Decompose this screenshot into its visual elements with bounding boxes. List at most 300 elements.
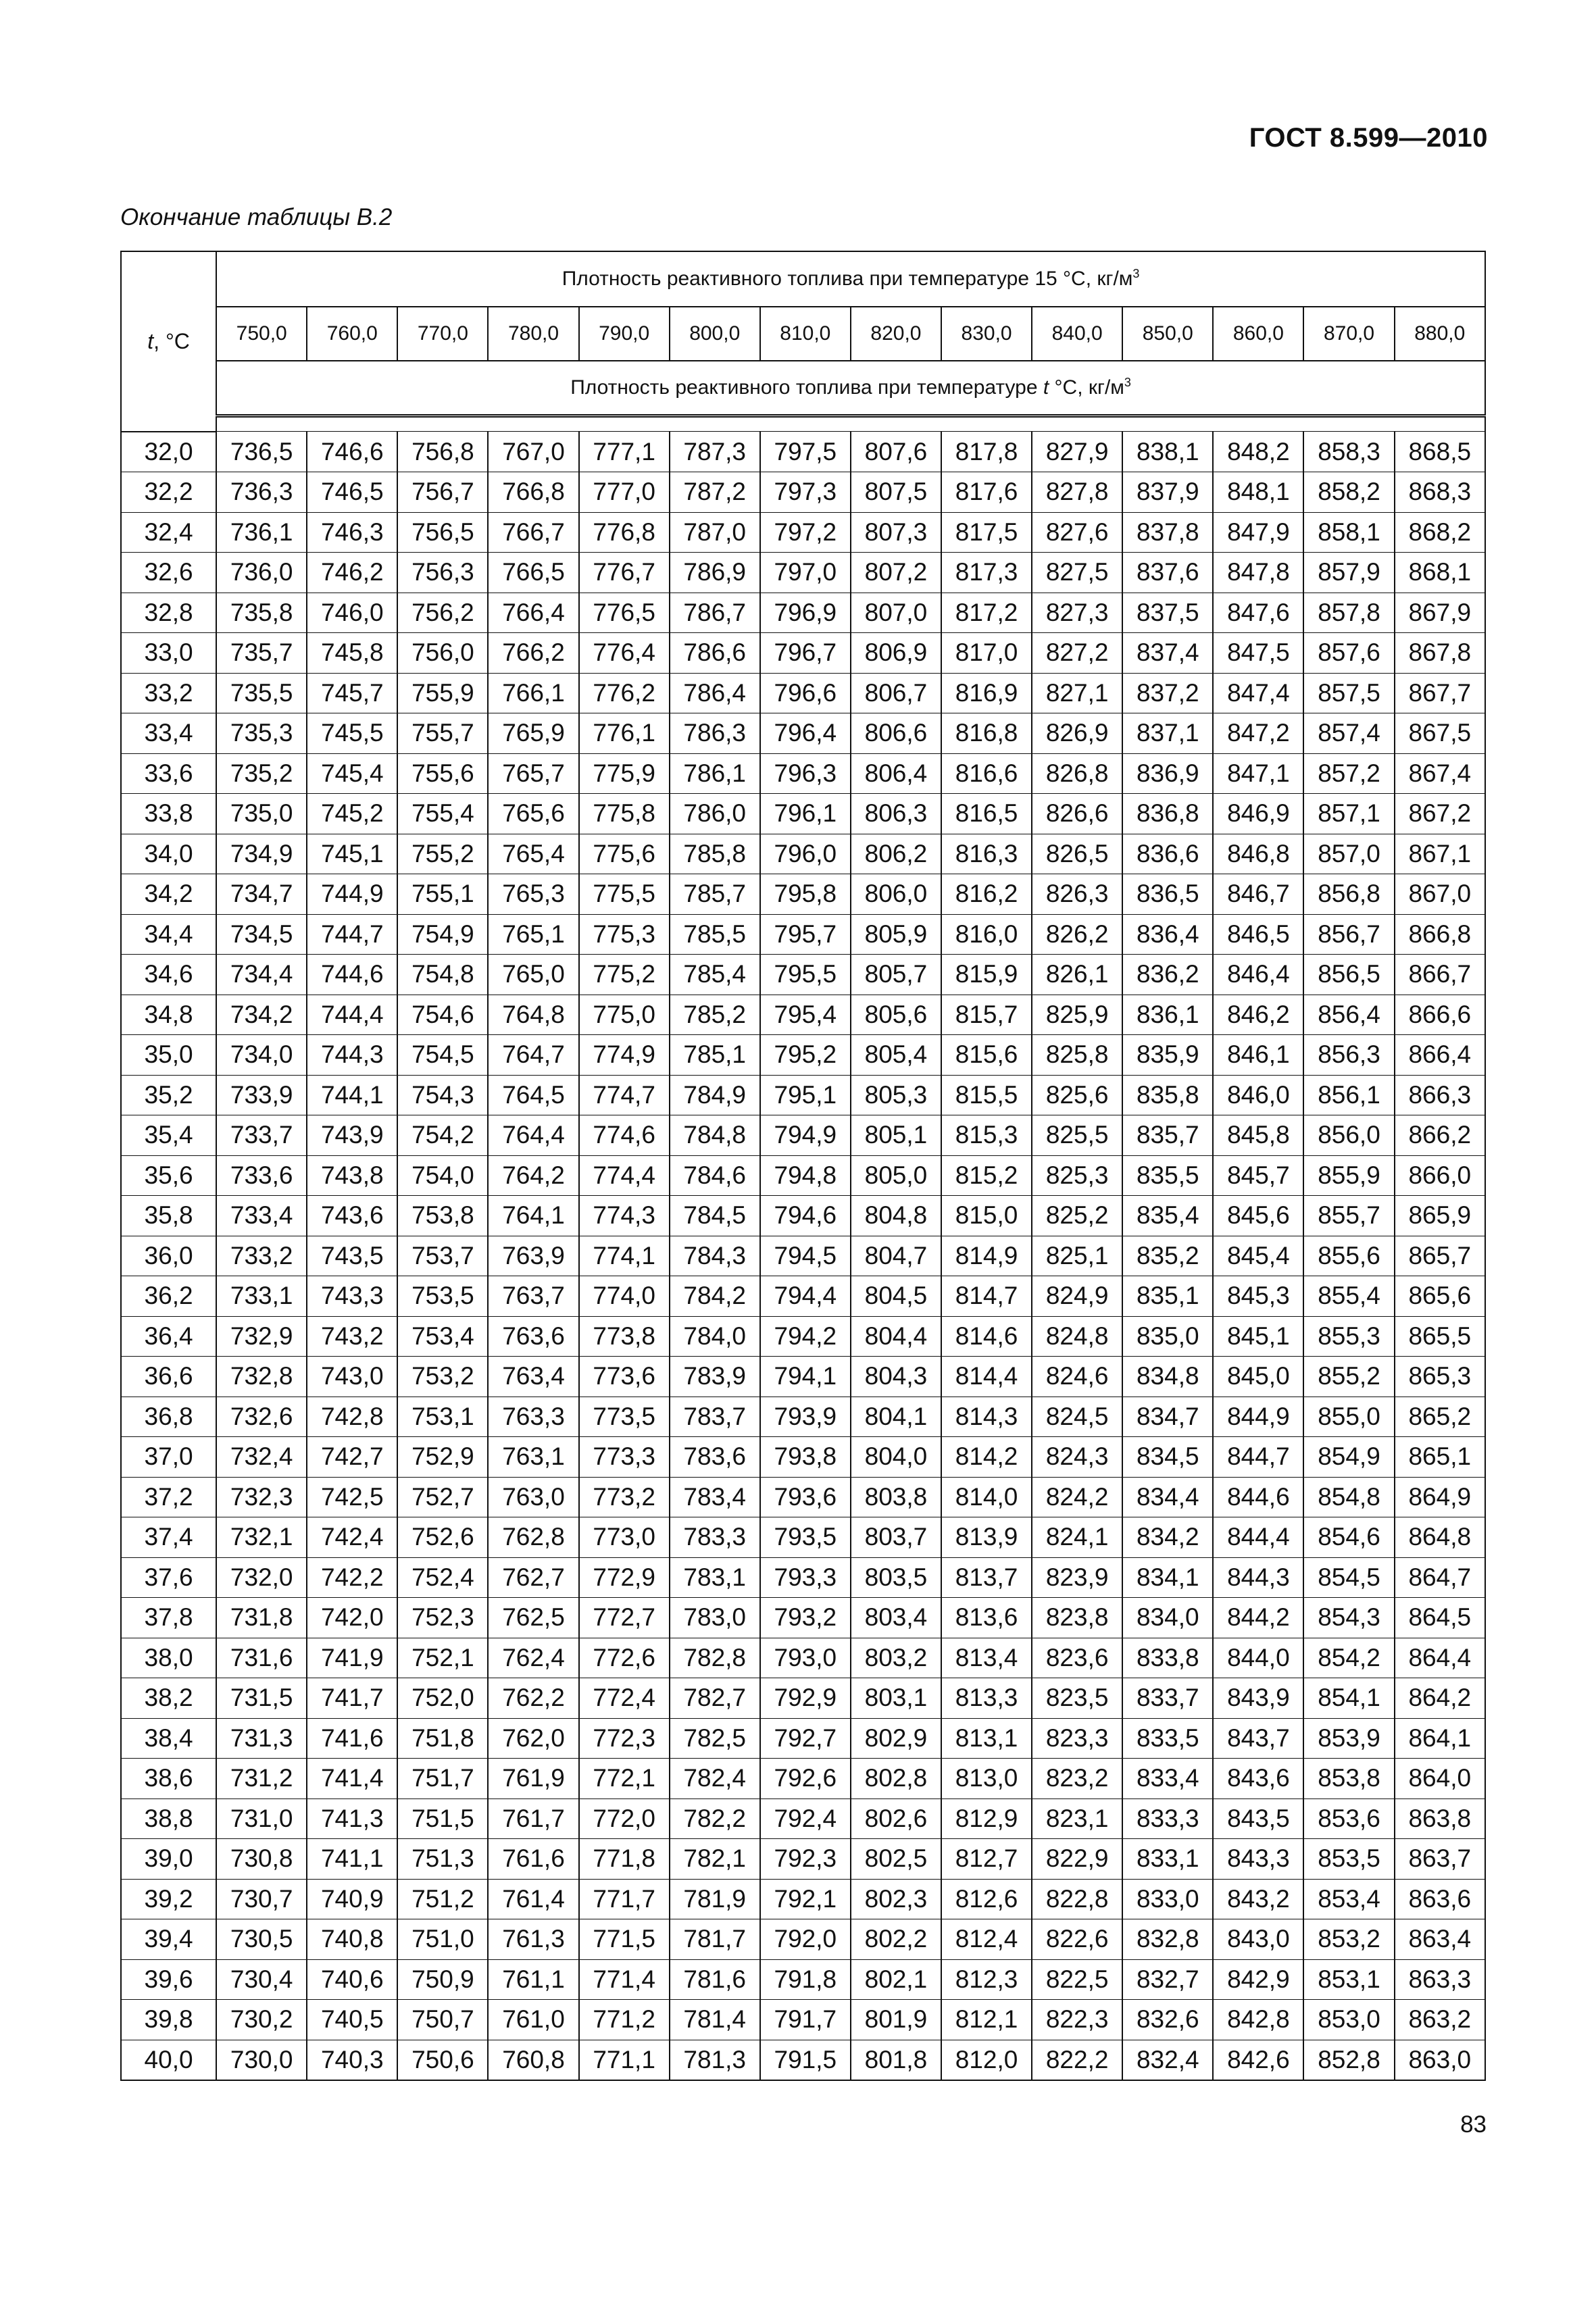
density-cell: 752,1 [397,1638,488,1678]
density-cell: 854,2 [1303,1638,1394,1678]
density-cell: 824,1 [1032,1517,1122,1558]
table-row [121,1155,1485,1196]
density-cell: 793,0 [760,1638,851,1678]
density-cell: 775,9 [579,753,670,794]
density-cell: 866,2 [1395,1115,1485,1156]
density-cell: 822,5 [1032,1959,1122,2000]
table-row [121,1196,1485,1236]
density-cell: 732,9 [216,1316,307,1357]
table-row [121,2040,1485,2080]
density-cell: 832,7 [1122,1959,1213,2000]
density-cell: 846,8 [1213,834,1303,874]
density-cell: 843,9 [1213,1678,1303,1719]
density-cell: 776,5 [579,593,670,633]
density-cell: 813,3 [941,1678,1032,1719]
density-cell: 843,0 [1213,1919,1303,1960]
density-cell: 733,1 [216,1276,307,1317]
density-cell: 791,8 [760,1959,851,2000]
density-cell: 805,9 [851,914,941,955]
density-cell: 792,7 [760,1718,851,1759]
density-cell: 771,2 [579,2000,670,2040]
density-cell: 734,0 [216,1035,307,1076]
density-cell: 786,7 [670,593,760,633]
density-cell: 731,0 [216,1799,307,1839]
density-cell: 845,1 [1213,1316,1303,1357]
density-cell: 847,4 [1213,673,1303,713]
table-row [121,553,1485,593]
density-cell: 865,6 [1395,1276,1485,1317]
density-cell: 746,3 [307,512,397,553]
density-cell: 825,8 [1032,1035,1122,1076]
density-cell: 857,1 [1303,794,1394,834]
density-cell: 864,7 [1395,1557,1485,1598]
standard-id: ГОСТ 8.599—2010 [1249,123,1488,153]
density-cell: 775,3 [579,914,670,955]
density-cell: 854,1 [1303,1678,1394,1719]
density-cell: 868,5 [1395,432,1485,472]
density-cell: 846,9 [1213,794,1303,834]
density-cell: 781,7 [670,1919,760,1960]
temperature-cell: 32,2 [121,472,216,513]
density-cell: 756,7 [397,472,488,513]
density-cell: 762,4 [488,1638,578,1678]
density-cell: 844,0 [1213,1638,1303,1678]
density-cell: 815,5 [941,1075,1032,1115]
density-cell: 765,7 [488,753,578,794]
density-cell: 844,2 [1213,1598,1303,1638]
density-cell: 786,3 [670,713,760,754]
table-row [121,1718,1485,1759]
density-cell: 796,4 [760,713,851,754]
density-cell: 823,5 [1032,1678,1122,1719]
density-cell: 741,6 [307,1718,397,1759]
density-cell: 856,3 [1303,1035,1394,1076]
density-cell: 806,7 [851,673,941,713]
density-header-cell: 860,0 [1213,307,1303,361]
density-cell: 794,9 [760,1115,851,1156]
density-cell: 803,5 [851,1557,941,1598]
density-cell: 867,2 [1395,794,1485,834]
density-cell: 802,9 [851,1718,941,1759]
density-cell: 730,5 [216,1919,307,1960]
page-number: 83 [1460,2111,1487,2138]
density-cell: 777,0 [579,472,670,513]
density-cell: 745,7 [307,673,397,713]
density-cell: 786,9 [670,553,760,593]
density-cell: 864,9 [1395,1477,1485,1517]
density-cell: 824,8 [1032,1316,1122,1357]
density-cell: 805,3 [851,1075,941,1115]
temperature-cell: 33,0 [121,633,216,674]
density-cell: 824,9 [1032,1276,1122,1317]
density-header-cell: 880,0 [1395,307,1485,361]
density-cell: 822,8 [1032,1879,1122,1919]
density-cell: 807,5 [851,472,941,513]
density-cell: 761,7 [488,1799,578,1839]
density-cell: 846,5 [1213,914,1303,955]
density-cell: 803,8 [851,1477,941,1517]
density-cell: 848,1 [1213,472,1303,513]
density-cell: 857,0 [1303,834,1394,874]
density-cell: 857,5 [1303,673,1394,713]
temperature-cell: 36,4 [121,1316,216,1357]
density-cell: 794,8 [760,1155,851,1196]
density-cell: 766,5 [488,553,578,593]
density-cell: 804,4 [851,1316,941,1357]
density-cell: 752,6 [397,1517,488,1558]
density-cell: 760,8 [488,2040,578,2080]
density-cell: 865,5 [1395,1316,1485,1357]
density-cell: 776,7 [579,553,670,593]
density-cell: 743,6 [307,1196,397,1236]
density-cell: 766,4 [488,593,578,633]
density-cell: 793,8 [760,1437,851,1478]
density-cell: 774,4 [579,1155,670,1196]
density-cell: 734,4 [216,955,307,995]
density-cell: 826,9 [1032,713,1122,754]
density-cell: 782,7 [670,1678,760,1719]
density-cell: 865,7 [1395,1236,1485,1276]
density-cell: 781,6 [670,1959,760,2000]
density-cell: 837,9 [1122,472,1213,513]
density-cell: 814,3 [941,1397,1032,1437]
density-cell: 756,8 [397,432,488,472]
density-cell: 848,2 [1213,432,1303,472]
density-cell: 804,5 [851,1276,941,1317]
density-cell: 781,3 [670,2040,760,2080]
table-row [121,713,1485,754]
temperature-cell: 37,6 [121,1557,216,1598]
temperature-cell: 32,4 [121,512,216,553]
temperature-cell: 33,8 [121,794,216,834]
temperature-cell: 34,0 [121,834,216,874]
density-cell: 781,9 [670,1879,760,1919]
density-cell: 837,8 [1122,512,1213,553]
density-cell: 731,6 [216,1638,307,1678]
density-cell: 812,6 [941,1879,1032,1919]
density-cell: 784,6 [670,1155,760,1196]
density-cell: 763,7 [488,1276,578,1317]
density-cell: 856,5 [1303,955,1394,995]
density-cell: 746,2 [307,553,397,593]
density-cell: 853,6 [1303,1799,1394,1839]
density-cell: 864,8 [1395,1517,1485,1558]
density-cell: 833,0 [1122,1879,1213,1919]
density-cell: 742,8 [307,1397,397,1437]
density-cell: 805,1 [851,1115,941,1156]
density-cell: 797,2 [760,512,851,553]
density-cell: 796,7 [760,633,851,674]
density-cell: 740,3 [307,2040,397,2080]
density-cell: 783,0 [670,1598,760,1638]
density-cell: 761,6 [488,1839,578,1880]
density-cell: 754,9 [397,914,488,955]
temperature-cell: 36,6 [121,1357,216,1397]
density-cell: 746,5 [307,472,397,513]
density-cell: 813,6 [941,1598,1032,1638]
density-cell: 774,1 [579,1236,670,1276]
density-cell: 806,6 [851,713,941,754]
density-cell: 822,3 [1032,2000,1122,2040]
density-cell: 837,6 [1122,553,1213,593]
density-cell: 801,8 [851,2040,941,2080]
density-cell: 771,5 [579,1919,670,1960]
density-cell: 793,9 [760,1397,851,1437]
density-cell: 783,3 [670,1517,760,1558]
density-cell: 735,7 [216,633,307,674]
table-row [121,432,1485,472]
density-cell: 806,4 [851,753,941,794]
density-cell: 813,0 [941,1759,1032,1799]
temperature-cell: 33,6 [121,753,216,794]
density-cell: 837,1 [1122,713,1213,754]
density-cell: 817,5 [941,512,1032,553]
table-row [121,1115,1485,1156]
density-cell: 816,0 [941,914,1032,955]
density-cell: 732,0 [216,1557,307,1598]
density-cell: 807,0 [851,593,941,633]
density-cell: 827,2 [1032,633,1122,674]
density-cell: 866,6 [1395,995,1485,1035]
density-cell: 845,7 [1213,1155,1303,1196]
density-cell: 764,7 [488,1035,578,1076]
density-header-cell: 770,0 [397,307,488,361]
density-cell: 774,9 [579,1035,670,1076]
density-cell: 784,8 [670,1115,760,1156]
density-cell: 772,6 [579,1638,670,1678]
density-cell: 751,8 [397,1718,488,1759]
density-cell: 825,3 [1032,1155,1122,1196]
density-cell: 784,0 [670,1316,760,1357]
density-cell: 793,6 [760,1477,851,1517]
density-cell: 786,4 [670,673,760,713]
density-cell: 784,2 [670,1276,760,1317]
density-cell: 867,0 [1395,874,1485,915]
density-cell: 796,6 [760,673,851,713]
density-cell: 802,2 [851,1919,941,1960]
density-header-cell: 750,0 [216,307,307,361]
density-cell: 794,1 [760,1357,851,1397]
density-cell: 773,0 [579,1517,670,1558]
density-cell: 765,1 [488,914,578,955]
density-cell: 785,1 [670,1035,760,1076]
density-cell: 813,4 [941,1638,1032,1678]
density-cell: 776,2 [579,673,670,713]
density-cell: 746,0 [307,593,397,633]
density-cell: 762,2 [488,1678,578,1719]
density-cell: 817,0 [941,633,1032,674]
density-cell: 844,7 [1213,1437,1303,1478]
density-cell: 863,3 [1395,1959,1485,2000]
density-cell: 783,1 [670,1557,760,1598]
density-cell: 776,4 [579,633,670,674]
density-cell: 744,6 [307,955,397,995]
density-cell: 784,3 [670,1236,760,1276]
density-cell: 833,8 [1122,1638,1213,1678]
temperature-cell: 35,6 [121,1155,216,1196]
density-cell: 731,3 [216,1718,307,1759]
density-cell: 832,6 [1122,2000,1213,2040]
density-cell: 823,2 [1032,1759,1122,1799]
temperature-cell: 38,4 [121,1718,216,1759]
density-cell: 855,9 [1303,1155,1394,1196]
density-cell: 785,2 [670,995,760,1035]
density-cell: 867,4 [1395,753,1485,794]
density-cell: 823,6 [1032,1638,1122,1678]
density-cell: 825,1 [1032,1236,1122,1276]
density-cell: 803,4 [851,1598,941,1638]
density-cell: 858,3 [1303,432,1394,472]
density-cell: 740,6 [307,1959,397,2000]
density-cell: 730,2 [216,2000,307,2040]
density-cell: 836,2 [1122,955,1213,995]
density-cell: 795,7 [760,914,851,955]
density-cell: 753,4 [397,1316,488,1357]
table-row [121,1839,1485,1880]
density-cell: 743,5 [307,1236,397,1276]
density-cell: 817,3 [941,553,1032,593]
density-cell: 867,1 [1395,834,1485,874]
density-cell: 855,2 [1303,1357,1394,1397]
density-cell: 868,1 [1395,553,1485,593]
density-cell: 838,1 [1122,432,1213,472]
density-cell: 843,3 [1213,1839,1303,1880]
density-cell: 826,5 [1032,834,1122,874]
density-cell: 802,5 [851,1839,941,1880]
density-cell: 763,1 [488,1437,578,1478]
density-cell: 846,2 [1213,995,1303,1035]
density-cell: 812,1 [941,2000,1032,2040]
density-cell: 826,2 [1032,914,1122,955]
temperature-cell: 39,4 [121,1919,216,1960]
density-cell: 763,9 [488,1236,578,1276]
density-cell: 865,2 [1395,1397,1485,1437]
density-cell: 794,5 [760,1236,851,1276]
density-cell: 826,1 [1032,955,1122,995]
density-cell: 752,0 [397,1678,488,1719]
density-cell: 826,8 [1032,753,1122,794]
temperature-cell: 38,2 [121,1678,216,1719]
density-cell: 843,2 [1213,1879,1303,1919]
density-cell: 805,7 [851,955,941,995]
density-cell: 744,1 [307,1075,397,1115]
density-cell: 845,4 [1213,1236,1303,1276]
density-cell: 775,2 [579,955,670,995]
table-row [121,1598,1485,1638]
density-cell: 772,7 [579,1598,670,1638]
density-cell: 783,4 [670,1477,760,1517]
density-cell: 858,1 [1303,512,1394,553]
density-cell: 813,9 [941,1517,1032,1558]
temperature-cell: 36,2 [121,1276,216,1317]
density-cell: 764,8 [488,995,578,1035]
density-cell: 736,0 [216,553,307,593]
table-row [121,1477,1485,1517]
density-cell: 834,1 [1122,1557,1213,1598]
density-cell: 743,0 [307,1357,397,1397]
density-cell: 755,6 [397,753,488,794]
temperature-cell: 40,0 [121,2040,216,2080]
density-cell: 814,0 [941,1477,1032,1517]
temperature-cell: 39,2 [121,1879,216,1919]
density-cell: 755,7 [397,713,488,754]
density-cell: 781,4 [670,2000,760,2040]
density-header-cell: 800,0 [670,307,760,361]
density-cell: 856,7 [1303,914,1394,955]
density-header-cell: 810,0 [760,307,851,361]
header-separator [216,416,1485,432]
density-cell: 835,9 [1122,1035,1213,1076]
density-cell: 746,6 [307,432,397,472]
table-row [121,1276,1485,1317]
density-cell: 771,8 [579,1839,670,1880]
temperature-cell: 32,0 [121,432,216,472]
density-cell: 765,9 [488,713,578,754]
density-cell: 865,9 [1395,1196,1485,1236]
temperature-cell: 35,0 [121,1035,216,1076]
density-cell: 786,0 [670,794,760,834]
density-cell: 817,2 [941,593,1032,633]
density-cell: 833,1 [1122,1839,1213,1880]
density-cell: 837,4 [1122,633,1213,674]
density-cell: 842,6 [1213,2040,1303,2080]
density-cell: 765,0 [488,955,578,995]
density-cell: 775,6 [579,834,670,874]
density-cell: 754,0 [397,1155,488,1196]
density-cell: 814,7 [941,1276,1032,1317]
density-cell: 825,2 [1032,1196,1122,1236]
density-cell: 732,8 [216,1357,307,1397]
density-cell: 855,0 [1303,1397,1394,1437]
temperature-cell: 39,8 [121,2000,216,2040]
density-cell: 754,8 [397,955,488,995]
density-cell: 755,1 [397,874,488,915]
density-cell: 753,2 [397,1357,488,1397]
density-cell: 776,1 [579,713,670,754]
density-cell: 797,5 [760,432,851,472]
density-cell: 803,2 [851,1638,941,1678]
density-cell: 732,3 [216,1477,307,1517]
density-cell: 816,8 [941,713,1032,754]
density-cell: 734,5 [216,914,307,955]
density-cell: 736,3 [216,472,307,513]
density-cell: 816,3 [941,834,1032,874]
density-cell: 853,5 [1303,1839,1394,1880]
density-cell: 814,4 [941,1357,1032,1397]
table-row [121,512,1485,553]
density-cell: 846,7 [1213,874,1303,915]
table-row [121,1397,1485,1437]
temperature-cell: 32,8 [121,593,216,633]
density-cell: 736,5 [216,432,307,472]
density-cell: 804,7 [851,1236,941,1276]
density-cell: 864,1 [1395,1718,1485,1759]
density-cell: 742,0 [307,1598,397,1638]
density-cell: 806,0 [851,874,941,915]
density-cell: 855,4 [1303,1276,1394,1317]
density-cell: 833,3 [1122,1799,1213,1839]
density-cell: 835,5 [1122,1155,1213,1196]
density-cell: 795,4 [760,995,851,1035]
density-cell: 771,7 [579,1879,670,1919]
density-cell: 835,0 [1122,1316,1213,1357]
density-cell: 761,9 [488,1759,578,1799]
table-row [121,593,1485,633]
density-cell: 772,4 [579,1678,670,1719]
density-cell: 755,2 [397,834,488,874]
density-cell: 813,7 [941,1557,1032,1598]
table-row [121,633,1485,674]
